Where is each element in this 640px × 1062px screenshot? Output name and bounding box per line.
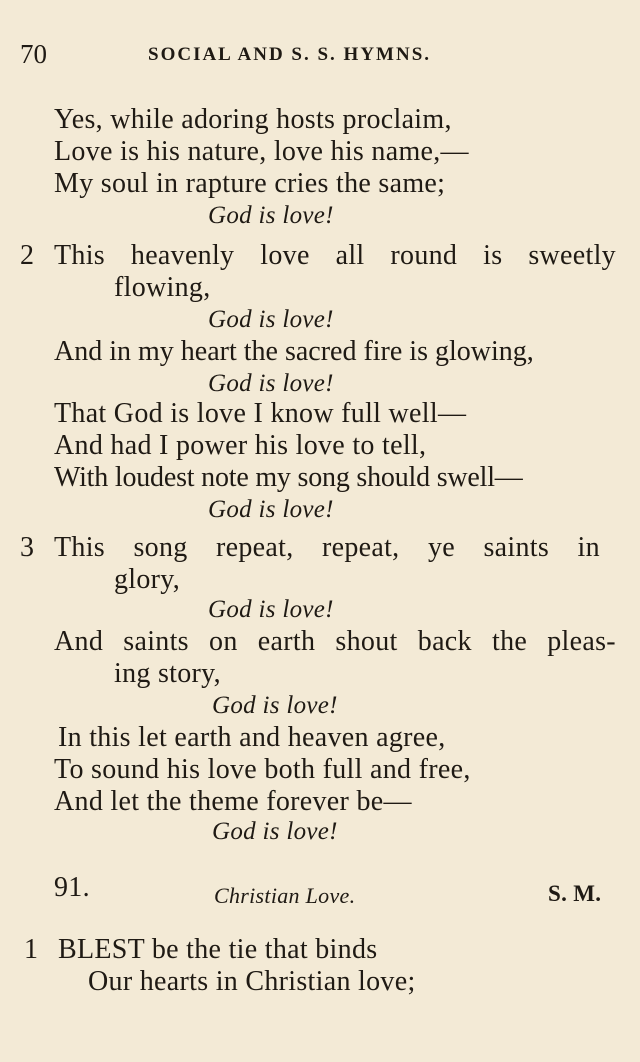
word: the bbox=[491, 626, 528, 657]
verse-line: And had I power his love to tell, bbox=[54, 430, 427, 461]
page-number: 70 bbox=[20, 39, 47, 69]
verse-line: And in my heart the sacred fire is glowing, bbox=[54, 336, 534, 367]
word: in bbox=[577, 532, 600, 563]
refrain: God is love! bbox=[208, 496, 334, 523]
refrain: God is love! bbox=[212, 692, 338, 719]
verse-line-continuation: ing story, bbox=[114, 658, 221, 689]
verse-line: And let the theme forever be— bbox=[54, 786, 412, 817]
verse-line bbox=[54, 532, 600, 564]
verse-line: Our hearts in Christian love; bbox=[88, 966, 416, 997]
verse-line-continuation: flowing, bbox=[114, 272, 211, 303]
word: song bbox=[133, 532, 188, 563]
word: back bbox=[417, 626, 472, 657]
stanza-number: 2 bbox=[20, 240, 34, 271]
verse-line: Love is his nature, love his name,— bbox=[54, 136, 469, 167]
word: is bbox=[483, 240, 503, 271]
verse-line: In this let earth and heaven agree, bbox=[58, 722, 446, 753]
refrain: God is love! bbox=[208, 596, 334, 623]
verse-line: To sound his love both full and free, bbox=[54, 754, 471, 785]
word: And bbox=[54, 626, 104, 657]
word: on bbox=[209, 626, 238, 657]
word: shout bbox=[335, 626, 398, 657]
word: saints bbox=[483, 532, 550, 563]
verse-line: Yes, while adoring hosts proclaim, bbox=[54, 104, 452, 135]
word: ye bbox=[427, 532, 455, 563]
stanza-number: 3 bbox=[20, 532, 34, 563]
refrain: God is love! bbox=[212, 818, 338, 845]
word: repeat, bbox=[216, 532, 294, 563]
word: all bbox=[335, 240, 365, 271]
hymn-number: 91. bbox=[54, 872, 90, 903]
refrain: God is love! bbox=[208, 306, 334, 333]
word: This bbox=[54, 240, 105, 271]
hymn-title: Christian Love. bbox=[214, 883, 356, 908]
word: sweetly bbox=[528, 240, 616, 271]
refrain: God is love! bbox=[208, 370, 334, 397]
word: love bbox=[260, 240, 310, 271]
verse-line bbox=[54, 240, 616, 272]
word: earth bbox=[257, 626, 316, 657]
verse-line bbox=[54, 626, 616, 658]
word: heavenly bbox=[130, 240, 235, 271]
running-title: SOCIAL AND S. S. HYMNS. bbox=[148, 44, 432, 65]
verse-line: My soul in rapture cries the same; bbox=[54, 168, 446, 199]
word: pleas- bbox=[547, 626, 616, 657]
verse-line: With loudest note my song should swell— bbox=[54, 462, 523, 493]
word: round bbox=[390, 240, 458, 271]
word: saints bbox=[123, 626, 189, 657]
refrain: God is love! bbox=[208, 202, 334, 229]
word: repeat, bbox=[322, 532, 400, 563]
verse-line-continuation: glory, bbox=[114, 564, 181, 595]
word: This bbox=[54, 532, 105, 563]
stanza-number: 1 bbox=[24, 934, 38, 965]
verse-line: BLEST be the tie that binds bbox=[58, 934, 378, 965]
hymn-meter: S. M. bbox=[548, 881, 602, 906]
verse-line: That God is love I know full well— bbox=[54, 398, 467, 429]
